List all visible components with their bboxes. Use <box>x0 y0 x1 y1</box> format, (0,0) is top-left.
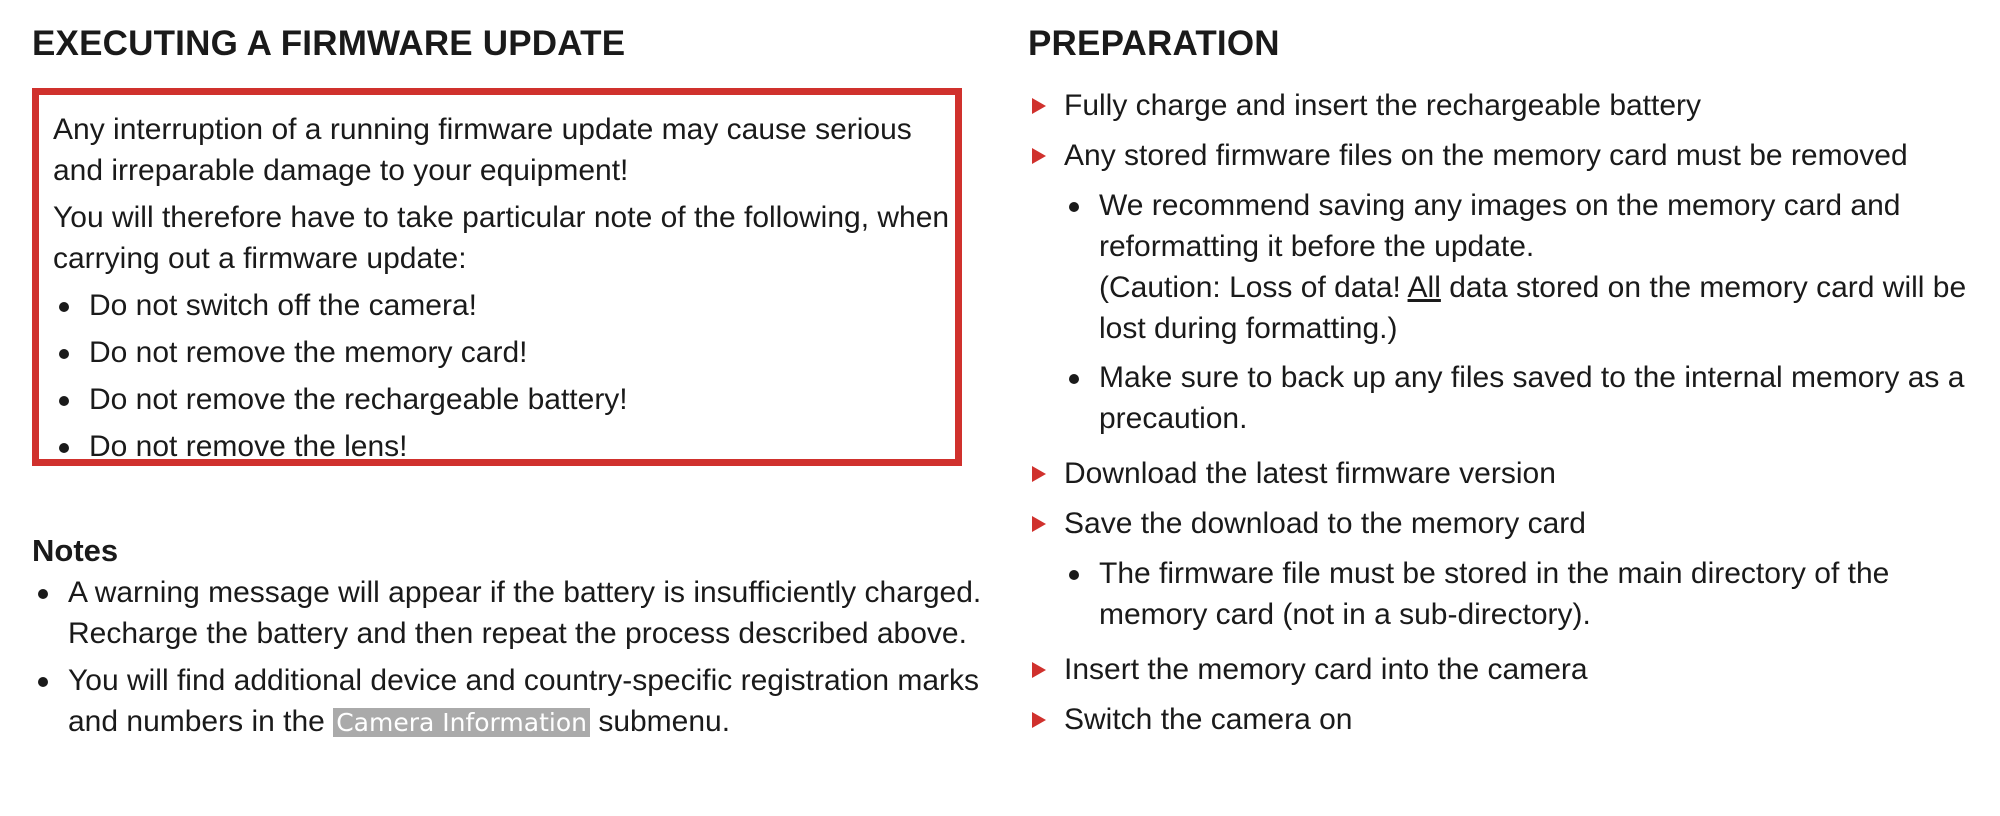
warning-paragraph-2: You will therefore have to take particular note of the following, when carrying out a firmware update: <box>53 201 950 275</box>
sub-bullet-item <box>1028 553 1988 635</box>
bullet-dot-icon <box>1069 374 1079 384</box>
preparation-step <box>1028 649 1988 690</box>
preparation-step <box>1028 699 1988 740</box>
sub-bullet-list <box>1028 185 1988 439</box>
bullet-dot-icon <box>1069 570 1079 580</box>
executing-firmware-update-heading: EXECUTING A FIRMWARE UPDATE <box>32 24 626 63</box>
preparation-substeps <box>1028 553 1988 635</box>
warning-bullet-item <box>53 379 955 420</box>
preparation-steps-list <box>1028 85 1988 749</box>
step-text: Insert the memory card into the camera <box>1064 653 1588 686</box>
caution-text: (Caution: Loss of data! <box>1099 271 1401 304</box>
preparation-step <box>1028 85 1988 126</box>
preparation-step <box>1028 135 1988 176</box>
bullet-dot-icon <box>1069 202 1079 212</box>
warning-bullet-item <box>53 332 955 373</box>
arrow-right-icon <box>1032 466 1046 482</box>
arrow-right-icon <box>1032 148 1046 164</box>
warning-bullet-item <box>53 426 955 467</box>
preparation-step <box>1028 453 1988 494</box>
warning-bullet-list <box>53 285 955 467</box>
notes-item-text-end: submenu. <box>598 705 731 738</box>
sub-bullet-list <box>1028 553 1988 635</box>
notes-list <box>32 572 1002 749</box>
bullet-dot-icon <box>59 396 69 406</box>
warning-bullet-text: Do not remove the lens! <box>89 430 408 463</box>
notes-item-text: A warning message will appear if the battery is insufficiently charged. Recharge the battery and then repeat the process described above. <box>68 576 982 650</box>
warning-bullet-item <box>53 285 955 326</box>
arrow-right-icon <box>1032 516 1046 532</box>
bullet-dot-icon <box>38 677 48 687</box>
step-text: Fully charge and insert the rechargeable battery <box>1064 89 1702 122</box>
preparation-step <box>1028 503 1988 544</box>
sub-bullet-text: The firmware file must be stored in the main directory of the memory card (not in a sub-directory). <box>1099 557 1890 631</box>
notes-heading: Notes <box>32 533 119 568</box>
arrow-right-icon <box>1032 662 1046 678</box>
caution-text-end: data stored on the memory card will be lost during formatting.) <box>1099 271 1967 345</box>
step-text: Download the latest firmware version <box>1064 457 1556 490</box>
camera-information-menu-label: Camera Information <box>333 708 590 737</box>
arrow-right-icon <box>1032 712 1046 728</box>
notes-item <box>32 660 1002 743</box>
step-text: Any stored firmware files on the memory card must be removed <box>1064 139 1908 172</box>
arrow-right-icon <box>1032 98 1046 114</box>
bullet-dot-icon <box>38 589 48 599</box>
bullet-dot-icon <box>59 302 69 312</box>
sub-bullet-text: We recommend saving any images on the memory card and reformatting it before the update. <box>1099 189 1901 263</box>
warning-box <box>32 88 962 466</box>
warning-bullet-text: Do not remove the rechargeable battery! <box>89 383 628 416</box>
step-text: Switch the camera on <box>1064 703 1353 736</box>
sub-bullet-item <box>1028 185 1988 349</box>
bullet-dot-icon <box>59 443 69 453</box>
notes-item-text: You will find additional device and country-specific registration marks and numbers in the <box>68 664 980 738</box>
bullet-dot-icon <box>59 349 69 359</box>
caution-underlined-word: All <box>1407 271 1441 304</box>
warning-bullet-text: Do not remove the memory card! <box>89 336 528 369</box>
preparation-substeps <box>1028 185 1988 439</box>
warning-paragraph-1: Any interruption of a running firmware update may cause serious and irreparable damage to your equipment! <box>53 113 912 187</box>
warning-bullet-text: Do not switch off the camera! <box>89 289 477 322</box>
notes-item <box>32 572 1002 654</box>
sub-bullet-text: Make sure to back up any files saved to the internal memory as a precaution. <box>1099 361 1965 435</box>
preparation-heading: PREPARATION <box>1028 24 1280 63</box>
sub-bullet-item <box>1028 357 1988 439</box>
step-text: Save the download to the memory card <box>1064 507 1586 540</box>
